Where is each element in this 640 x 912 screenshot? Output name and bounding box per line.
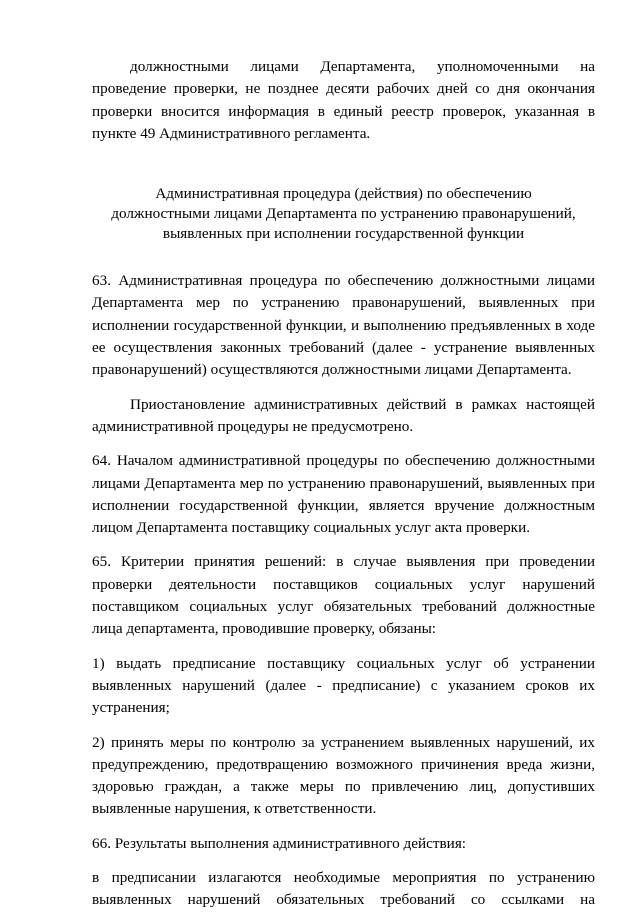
section-heading-line-2: должностными лицами Департамента по устранению правонарушений, xyxy=(111,205,576,223)
section-heading-line-3: выявленных при исполнении государственной функции xyxy=(162,225,525,243)
section-heading-line-1: Административная процедура (действия) по обеспечению xyxy=(155,185,532,203)
paragraph-66: 66. Результаты выполнения административного действия: xyxy=(92,834,467,852)
paragraph-63: 63. Административная процедура по обеспечению должностными лицами Департамента мер по устранению правонарушений, выявленных при исполнении государственной функции, и выполнению предъявленных в ходе ее осуществления законных требований (далее - устранение выявленных правонарушений) осуществляются должностными лицами Департамента. xyxy=(92,272,595,379)
paragraph-continued: в предписании излагаются необходимые мероприятия по устранению выявленных нарушений обязательных требований со ссылками на xyxy=(92,869,595,909)
paragraph-65: 65. Критерии принятия решений: в случае выявления при проведении проверки деятельности поставщиков социальных услуг нарушений поставщиком социальных услуг обязательных требований должностные лица департамента, проводившие проверку, обязаны: xyxy=(92,553,595,638)
paragraph-64: 64. Началом административной процедуры по обеспечению должностными лицами Департамента мер по устранению правонарушений, выявленных при исполнении государственной функции, является вручение должностным лицом Департамента поставщику социальных услуг акта проверки. xyxy=(92,452,595,537)
document-page xyxy=(92,56,595,912)
section-heading xyxy=(92,184,595,244)
paragraph-suspension: Приостановление административных действий в рамках настоящей административной процедуры не предусмотрено. xyxy=(92,395,595,435)
paragraph-intro: должностными лицами Департамента, уполномоченными на проведение проверки, не позднее десяти рабочих дней со дня окончания проверки вносится информация в единый реестр проверок, указанная в пункте 49 Административного регламента. xyxy=(92,58,595,142)
list-item-1: 1) выдать предписание поставщику социальных услуг об устранении выявленных нарушений (далее - предписание) с указанием сроков их устранения; xyxy=(92,654,595,717)
list-item-2: 2) принять меры по контролю за устранением выявленных нарушений, их предупреждению, предотвращению возможного причинения вреда жизни, здоровью граждан, а также меры по привлечению лиц, допустивших выявленные нарушения, к ответственности. xyxy=(92,733,595,818)
